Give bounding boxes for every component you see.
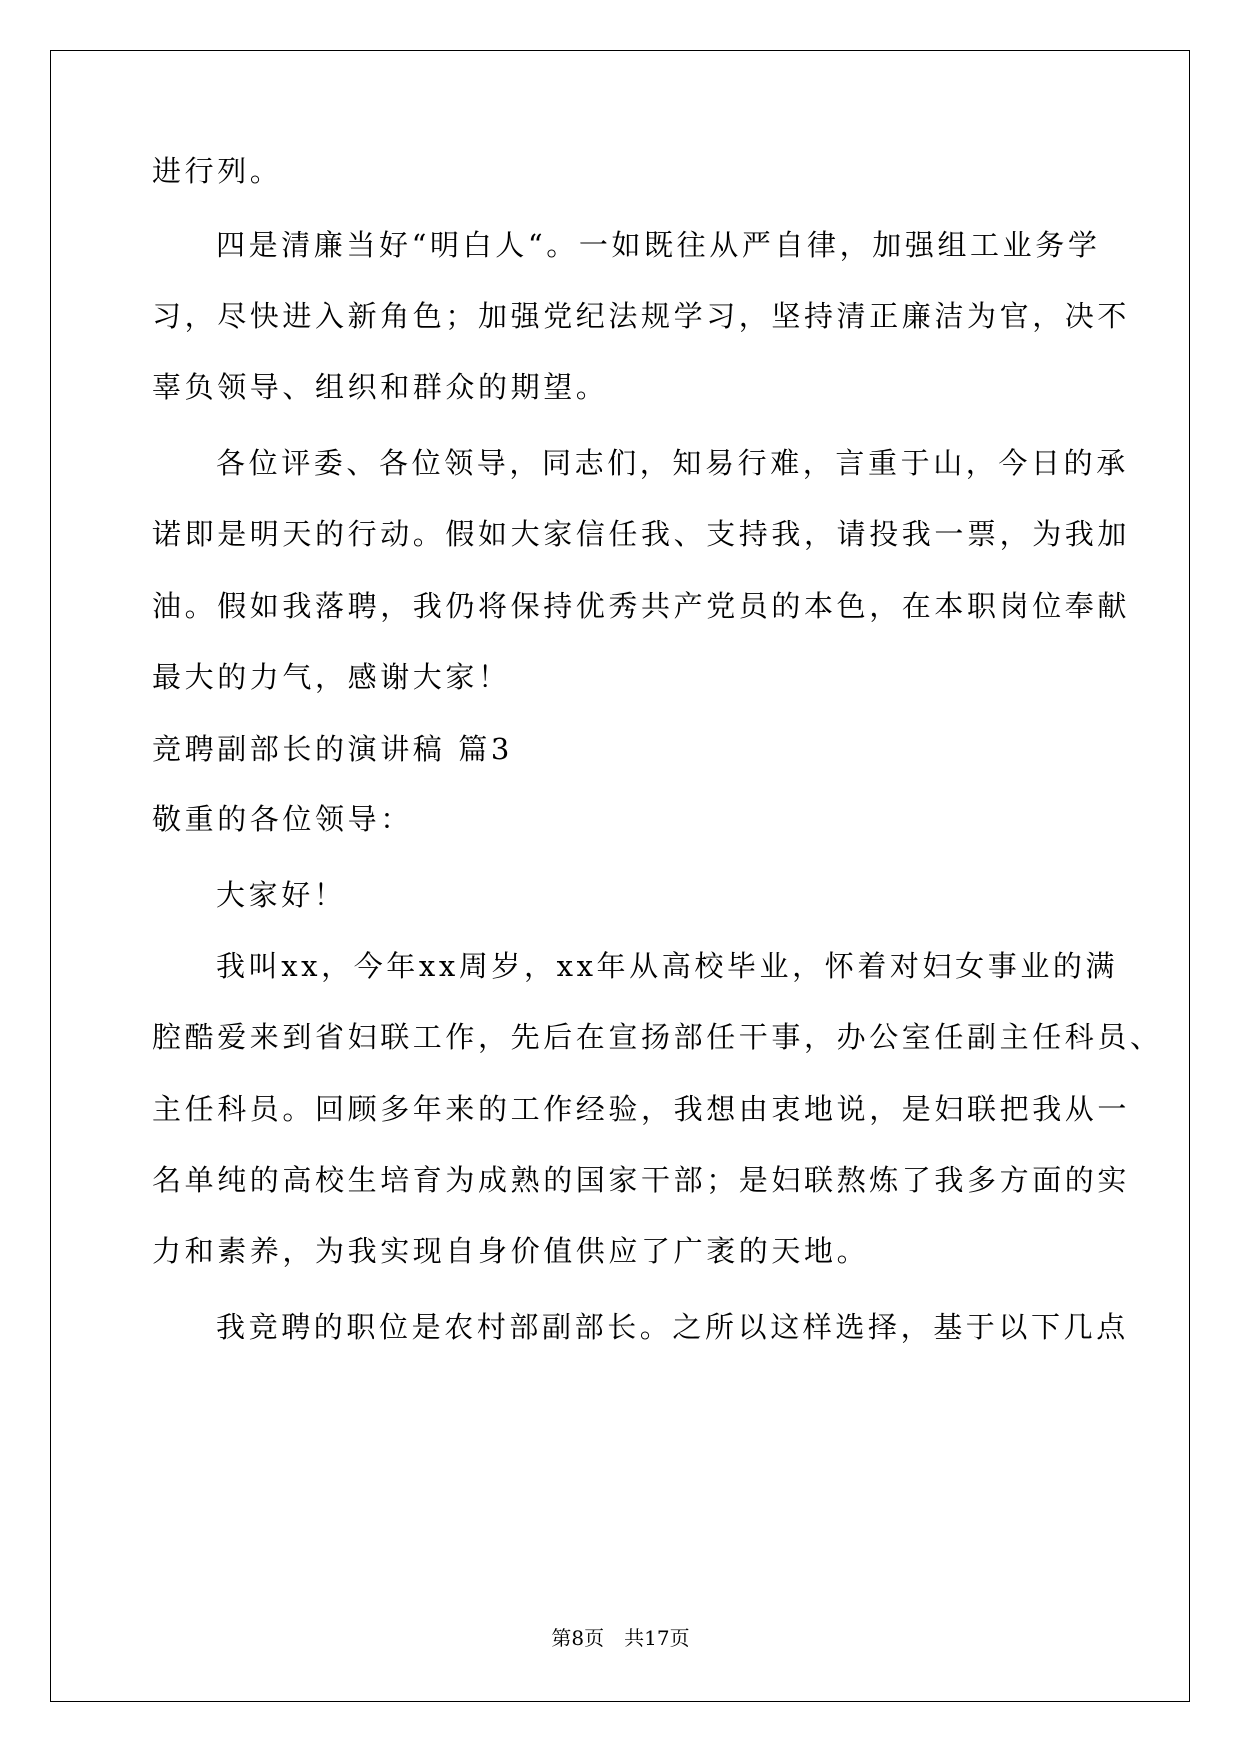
text-line: 力和素养，为我实现自身价值供应了广袤的天地。: [152, 1234, 870, 1268]
text-line: 进行列。: [152, 154, 283, 188]
page-number-footer: 第8页 共17页: [551, 1626, 690, 1650]
text-line: 辜负领导、组织和群众的期望。: [152, 370, 609, 404]
text-line: 我竞聘的职位是农村部副部长。之所以这样选择，基于以下几点: [216, 1310, 1129, 1344]
section-heading: 竞聘副部长的演讲稿 篇3: [152, 732, 513, 766]
text-line: 腔酷爱来到省妇联工作，先后在宣扬部任干事，办公室任副主任科员、: [152, 1020, 1163, 1054]
text-line: 我叫xx，今年xx周岁，xx年从高校毕业，怀着对妇女事业的满: [216, 949, 1119, 983]
text-line: 诺即是明天的行动。假如大家信任我、支持我，请投我一票，为我加: [152, 517, 1131, 551]
text-line: 名单纯的高校生培育为成熟的国家干部；是妇联熬炼了我多方面的实: [152, 1163, 1131, 1197]
salutation: 敬重的各位领导：: [152, 802, 413, 836]
text-line: 油。假如我落聘，我仍将保持优秀共产党员的本色，在本职岗位奉献: [152, 589, 1131, 623]
greeting: 大家好！: [216, 878, 347, 912]
text-line: 各位评委、各位领导，同志们，知易行难，言重于山，今日的承: [216, 446, 1129, 480]
text-line: 最大的力气，感谢大家！: [152, 660, 511, 694]
text-line: 习，尽快进入新角色；加强党纪法规学习，坚持清正廉洁为官，决不: [152, 299, 1131, 333]
text-line: 四是清廉当好“明白人“。一如既往从严自律，加强组工业务学: [216, 228, 1101, 262]
text-line: 主任科员。回顾多年来的工作经验，我想由衷地说，是妇联把我从一: [152, 1092, 1131, 1126]
